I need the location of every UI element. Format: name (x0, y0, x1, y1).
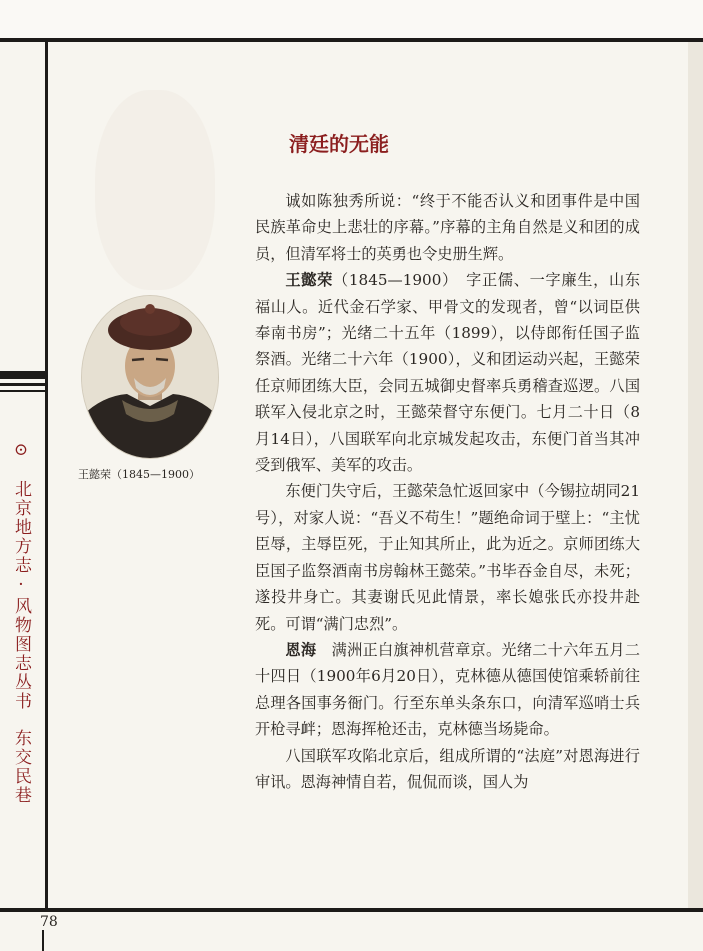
margin-rule (45, 40, 48, 910)
entry-name: 恩海 (285, 640, 317, 659)
entry-name: 王懿荣 (285, 271, 333, 290)
page-number: 78 (40, 914, 58, 930)
page-right-edge (688, 42, 703, 908)
circle-dot-icon: ⊙ (11, 440, 31, 462)
body-text (255, 188, 640, 795)
chapter-tab-stripe (0, 371, 46, 379)
series-title: 北京地方志·风物图志丛书 (11, 480, 31, 711)
top-rule (0, 38, 703, 42)
paragraph: 诚如陈独秀所说：“终于不能否认义和团事件是中国民族革命史上悲壮的序幕。”序幕的主角自然是义和团的成员，但清军将士的英勇也令史册生辉。 (255, 192, 640, 263)
book-title: 东交民巷 (11, 729, 31, 805)
section-title: 清廷的无能 (289, 132, 389, 156)
portrait-photo (82, 296, 218, 458)
chapter-tab-stripe (0, 383, 46, 386)
page-top-margin (0, 0, 703, 38)
spine-title (10, 440, 32, 805)
paragraph: 东便门失守后，王懿荣急忙返回家中（今锡拉胡同21号），对家人说：“吾义不苟生！”题绝命词于壁上：“主忧臣辱，主辱臣死，于止知其所止，此为近之。京师团练大臣国子监祭酒南书房翰林王懿荣。”书毕吞金自尽，未死；遂投井身亡。其妻谢氏见此情景，率长媳张氏亦投井赴死。可谓“满门忠烈”。 (255, 482, 640, 633)
paragraph: 王懿荣（1845—1900） 字正儒、一字廉生，山东福山人。近代金石学家、甲骨文的发现者，曾“以词臣供奉南书房”；光绪二十五年（1899），以侍郎衔任国子监祭酒。光绪二十六年（1900），义和团运动兴起，王懿荣任京师团练大臣，会同五城御史督率兵勇稽查巡逻。八国联军入侵北京之时，王懿荣督守东便门。七月二十日（8月14日），八国联军向北京城发起攻击，东便门首当其冲受到俄军、美军的攻击。 (255, 271, 641, 475)
paragraph: 八国联军攻陷北京后，组成所谓的“法庭”对恩海进行审讯。恩海神情自若，侃侃而谈，国人为 (255, 746, 640, 791)
footer-tick (42, 930, 44, 951)
paragraph: 恩海 满洲正白旗神机营章京。光绪二十六年五月二十四日（1900年6月20日），克林德从德国使馆乘轿前往总理各国事务衙门。行至东单头条东口，向清军巡哨士兵开枪寻衅；恩海挥枪还击，克林德当场毙命。 (255, 640, 641, 739)
faded-background-figure (95, 90, 215, 290)
chapter-tab-stripe (0, 390, 46, 392)
portrait-caption: 王懿荣（1845—1900） (78, 468, 200, 481)
bottom-rule (0, 908, 703, 912)
